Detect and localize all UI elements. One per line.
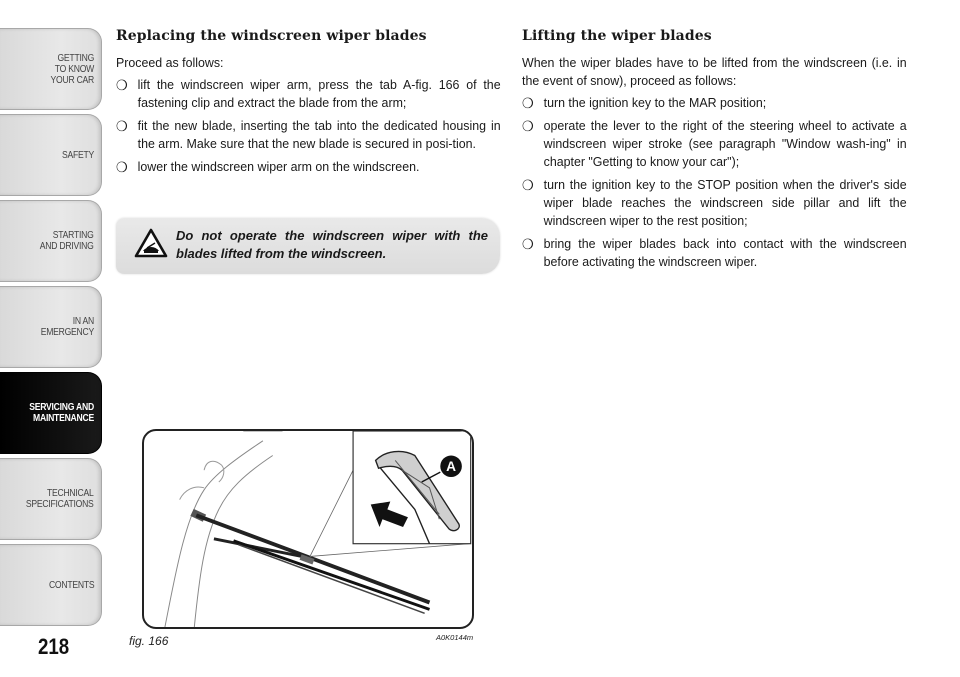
tab-starting-and-driving[interactable]: STARTING AND DRIVING [0, 200, 102, 282]
section-heading-lifting-blades: Lifting the wiper blades [522, 28, 712, 44]
page-number: 218 [38, 634, 70, 659]
tab-safety[interactable]: SAFETY [0, 114, 102, 196]
tab-in-an-emergency[interactable]: IN AN EMERGENCY [0, 286, 102, 368]
bullet-icon: ❍ [522, 177, 534, 193]
figure-caption: fig. 166 [129, 634, 169, 648]
bullet-icon: ❍ [116, 77, 128, 93]
tab-technical-specifications[interactable]: TECHNICAL SPECIFICATIONS [0, 458, 102, 540]
intro-text: Proceed as follows: [116, 55, 224, 70]
warning-box [116, 218, 500, 274]
bullet-icon: ❍ [522, 236, 534, 252]
warning-triangle-icon [134, 228, 168, 258]
figure-code: A0K0144m [436, 633, 474, 642]
list-item: ❍ lift the windscreen wiper arm, press the tab A-fig. 166 of the fastening clip and extract the blade from the arm; [116, 77, 501, 110]
list-item: ❍ turn the ignition key to the STOP position when the driver's side wiper blade reaches the windscreen side pillar and lift the windscreen wiper to the rest position; [522, 177, 907, 228]
bullet-icon: ❍ [522, 95, 534, 111]
list-item: ❍ bring the wiper blades back into contact with the windscreen before activating the windscreen wiper. [522, 236, 907, 269]
bullet-icon: ❍ [116, 118, 128, 134]
tab-servicing-and-maintenance[interactable]: SERVICING AND MAINTENANCE [0, 372, 102, 454]
tab-contents[interactable]: CONTENTS [0, 544, 102, 626]
list-item: ❍ fit the new blade, inserting the tab into the dedicated housing in the arm. Make sure that the new blade is secured in posi-tion. [116, 118, 501, 151]
list-item: ❍ lower the windscreen wiper arm on the windscreen. [116, 159, 420, 175]
warning-text: Do not operate the windscreen wiper with the blades lifted from the windscreen. [176, 228, 488, 261]
left-column [116, 27, 502, 181]
callout-a-label: A [446, 459, 457, 475]
list-item: ❍ operate the lever to the right of the steering wheel to activate a windscreen wiper stroke (see paragraph "Window wash-ing" in chapter "Getting to know your car"); [522, 118, 907, 169]
tab-getting-to-know-your-car[interactable]: GETTING TO KNOW YOUR CAR [0, 28, 102, 110]
section-heading-replacing-blades: Replacing the windscreen wiper blades [116, 28, 427, 44]
intro-text: When the wiper blades have to be lifted from the windscreen (i.e. in the event of snow), proceed as follows: [522, 55, 907, 88]
list-item: ❍ turn the ignition key to the MAR position; [522, 95, 767, 111]
bullet-icon: ❍ [116, 159, 128, 175]
figure-wiper-blade [142, 429, 474, 629]
right-column [522, 27, 908, 276]
bullet-icon: ❍ [522, 118, 534, 134]
wiper-illustration [144, 431, 472, 627]
